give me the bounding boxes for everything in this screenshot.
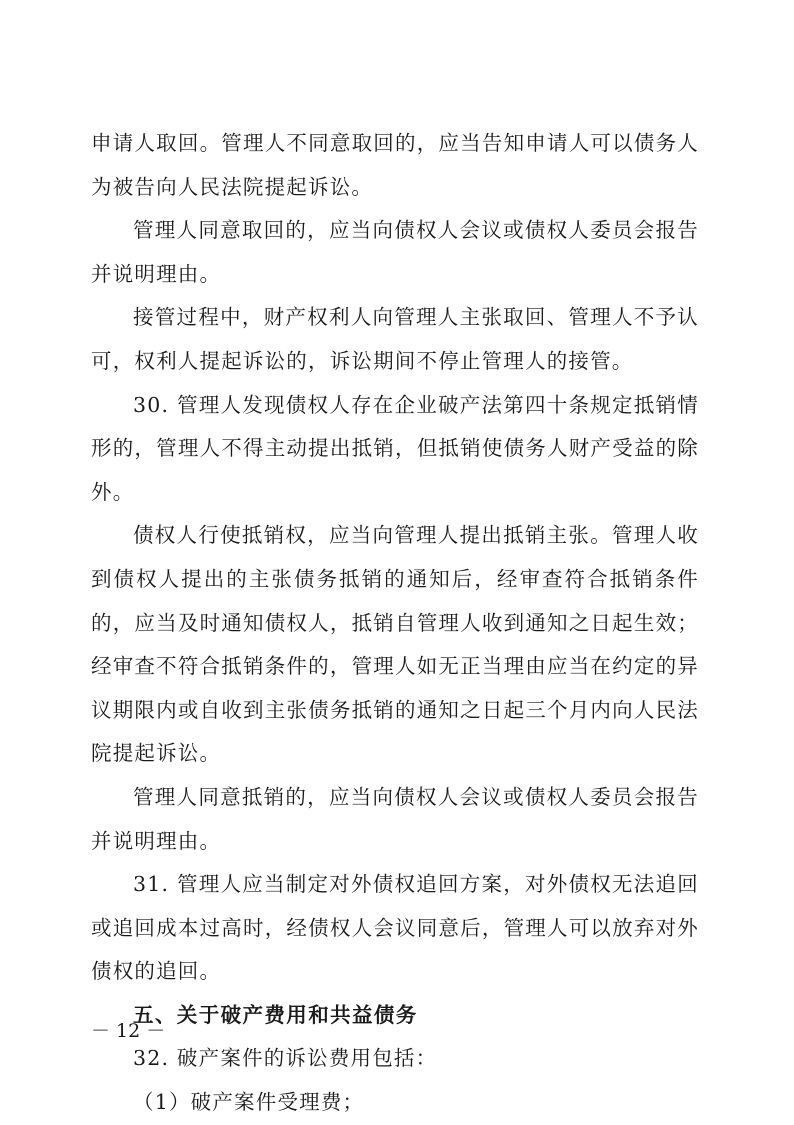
paragraph: 管理人同意抵销的，应当向债权人会议或债权人委员会报告并说明理由。 (91, 784, 699, 853)
list-item: （1）破产案件受理费； (133, 1090, 365, 1115)
paragraph: 管理人同意取回的，应当向债权人会议或债权人委员会报告并说明理由。 (91, 218, 699, 286)
paragraph: 申请人取回。管理人不同意取回的，应当告知申请人可以债务人为被告向人民法院提起诉讼。 (91, 131, 699, 199)
paragraph: 32. 破产案件的诉讼费用包括： (133, 1046, 438, 1071)
paragraph: 接管过程中，财产权利人向管理人主张取回、管理人不予认可，权利人提起诉讼的，诉讼期间不停止管理人的接管。 (91, 305, 699, 373)
paragraph: 债权人行使抵销权，应当向管理人提出抵销主张。管理人收到债权人提出的主张债务抵销的通知后，经审查符合抵销条件的，应当及时通知债权人，抵销自管理人收到通知之日起生效；经审查不符合抵销条件的，管理人如无正当理由应当在约定的异议期限内或自收到主张债务抵销的通知之日起三个月内向人民法院提起诉讼。 (91, 523, 699, 766)
document-body (91, 122, 699, 1125)
section-heading: 五、关于破产费用和共益债务 (133, 1002, 418, 1027)
page-number: － 12 － (91, 1020, 166, 1042)
paragraph: 31. 管理人应当制定对外债权追回方案，对外债权无法追回或追回成本过高时，经债权人会议同意后，管理人可以放弃对外债权的追回。 (91, 872, 699, 984)
paragraph: 30. 管理人发现债权人存在企业破产法第四十条规定抵销情形的，管理人不得主动提出抵销，但抵销使债务人财产受益的除外。 (91, 392, 699, 504)
